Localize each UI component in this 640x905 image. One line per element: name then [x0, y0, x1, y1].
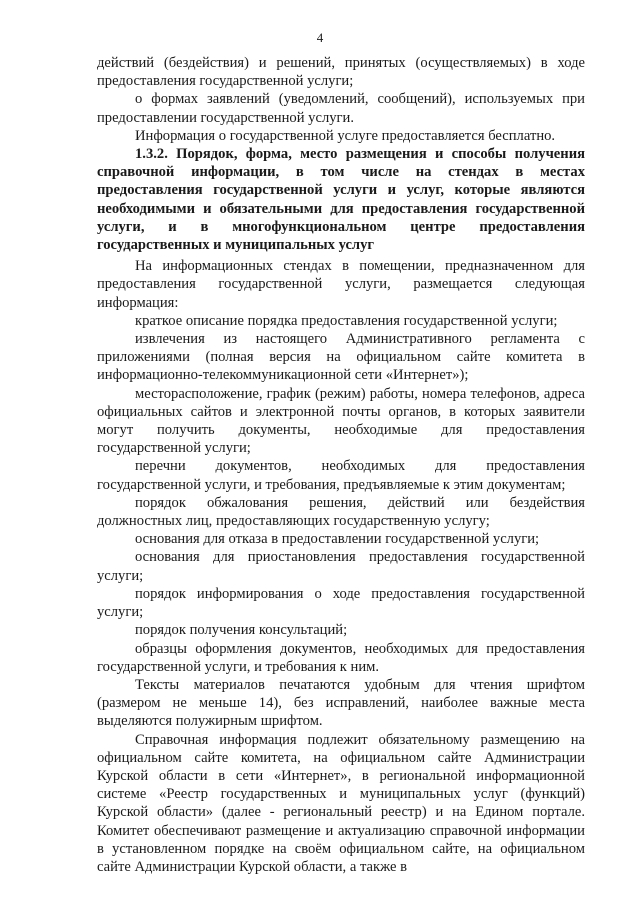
- paragraph-reference-info: Справочная информация подлежит обязательному размещению на официальном сайте комитета, на официальном сайте Администрации Курской области в сети «Интернет», в региональной информационной системе «Реестр государственных и муниципальных услуг (функций) Курской области» (далее - региональный реестр) и на Едином портале. Комитет обеспечивают размещение и актуализацию справочной информации в установленном порядке на своём официальном сайте, на официальном сайте Администрации Курской области, а также в: [97, 731, 585, 875]
- list-item-3: месторасположение, график (режим) работы, номера телефонов, адреса официальных сайтов и электронной почты органов, в которых заявители могут получить документы, необходимые для предоставления государственной услуги;: [97, 385, 585, 457]
- list-item-8: порядок информирования о ходе предоставления государственной услуги;: [97, 585, 585, 621]
- paragraph-5: На информационных стендах в помещении, предназначенном для предоставления государственной услуги, размещается следующая информация:: [97, 258, 585, 311]
- list-item-5: порядок обжалования решения, действий или бездействия должностных лиц, предоставляющих государственную услугу;: [97, 494, 585, 530]
- paragraph-3: Информация о государственной услуге предоставляется бесплатно.: [135, 127, 556, 144]
- paragraph-2: о формах заявлений (уведомлений, сообщений), используемых при предоставлении государственной услуги.: [97, 91, 585, 126]
- paragraph-1: действий (бездействия) и решений, принятых (осуществляемых) в ходе предоставления государственной услуги;: [97, 55, 585, 90]
- section-heading-1-3-2: 1.3.2. Порядок, форма, место размещения и способы получения справочной информации, в том числе на стендах в местах предоставления государственной услуги и услуг, которые являются необходимыми и обязательными для предоставления государственной услуги, и в многофункциональном центре предоставления государственных и муниципальных услуг: [97, 146, 585, 254]
- list-item-1: краткое описание порядка предоставления государственной услуги;: [135, 312, 558, 329]
- page-number: 4: [316, 30, 324, 45]
- list-item-4: перечни документов, необходимых для предоставления государственной услуги, и требования, предъявляемые к этим документам;: [97, 458, 585, 493]
- list-item-10: образцы оформления документов, необходимых для предоставления государственной услуги, и требования к ним.: [97, 640, 585, 675]
- list-item-9: порядок получения консультаций;: [135, 622, 348, 639]
- list-item-6: основания для отказа в предоставлении государственной услуги;: [135, 531, 540, 548]
- document-body: [97, 54, 585, 876]
- paragraph-print-requirements: Тексты материалов печатаются удобным для чтения шрифтом (размером не меньше 14), без исправлений, наиболее важные места выделяются полужирным шрифтом.: [97, 676, 585, 730]
- list-item-2: извлечения из настоящего Административного регламента с приложениями (полная версия на официальном сайте комитета в информационно-телекоммуникационной сети «Интернет»);: [97, 331, 585, 384]
- list-item-7: основания для приостановления предоставления государственной услуги;: [97, 549, 585, 584]
